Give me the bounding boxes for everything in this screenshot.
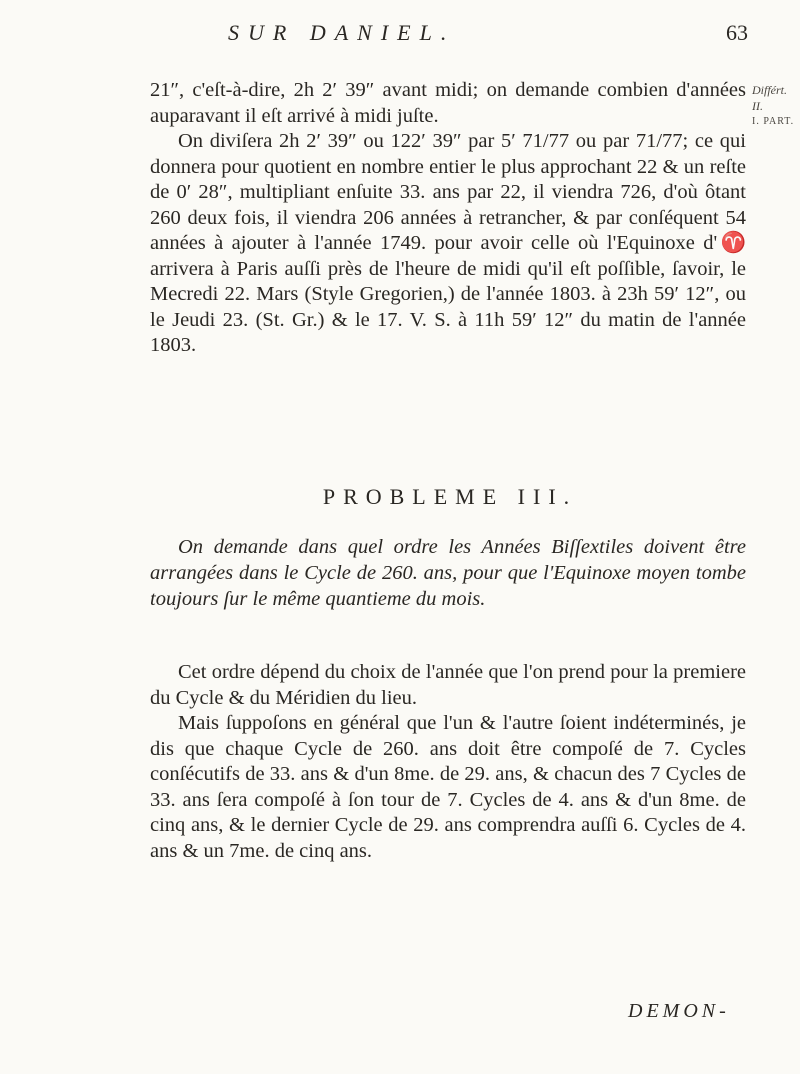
problem-heading: PROBLEME III.	[322, 484, 578, 509]
body-text-bottom	[150, 660, 746, 864]
paragraph: 21″, c'eſt-à-dire, 2h 2′ 39″ avant midi; on demande combien d'années auparavant il eſt arrivé à midi juſte.	[150, 79, 746, 127]
margin-note-line1: Différt. II.	[752, 83, 787, 113]
page-number: 63	[726, 20, 748, 45]
running-title: SUR DANIEL.	[228, 20, 456, 45]
paragraph: Cet ordre dépend du choix de l'année que l'on prend pour la premiere du Cycle & du Méridien du lieu.	[150, 661, 746, 709]
running-header	[228, 20, 748, 46]
paragraph: Mais ſuppoſons en général que l'un & l'autre ſoient indéterminés, je dis que chaque Cycle de 260. ans doit être compoſé de 7. Cycles conſécutifs de 33. ans & d'un 8me. de 29. ans, & chacun des 7 Cycles de 33. ans ſera compoſé à ſon tour de 7. Cycles de 4. ans & d'un 8me. de cinq ans, & le dernier Cycle de 29. ans comprendra auſſi 6. Cycles de 4. ans & un 7me. de cinq ans.	[150, 712, 746, 862]
catchword: DEMON-	[628, 1000, 730, 1022]
problem-statement: On demande dans quel ordre les Années Biſſextiles doivent être arrangées dans le Cycle de 260. ans, pour que l'Equinoxe moyen tombe toujours ſur le même quantieme du mois.	[150, 536, 746, 610]
margin-note	[752, 82, 800, 130]
paragraph: On diviſera 2h 2′ 39″ ou 122′ 39″ par 5′ 71/77 ou par 71/77; ce qui donnera pour quotient en nombre entier le plus approchant 22 & un reſte de 0′ 28″, multipliant enſuite 33. ans par 22, il viendra 726, d'où ôtant 260 deux fois, il viendra 206 années à retrancher, & par conſéquent 54 années à ajouter à l'année 1749. pour avoir celle où l'Equinoxe d'♈ arrivera à Paris auſſi près de l'heure de midi qu'il eſt poſſible, ſavoir, le Mecredi 22. Mars (Style Gregorien,) de l'année 1803. à 23h 59′ 12″, ou le Jeudi 23. (St. Gr.) & le 17. V. S. à 11h 59′ 12″ du matin de l'année 1803.	[150, 130, 746, 356]
margin-note-line2: I. PART.	[752, 116, 795, 127]
body-text-top	[150, 78, 746, 359]
